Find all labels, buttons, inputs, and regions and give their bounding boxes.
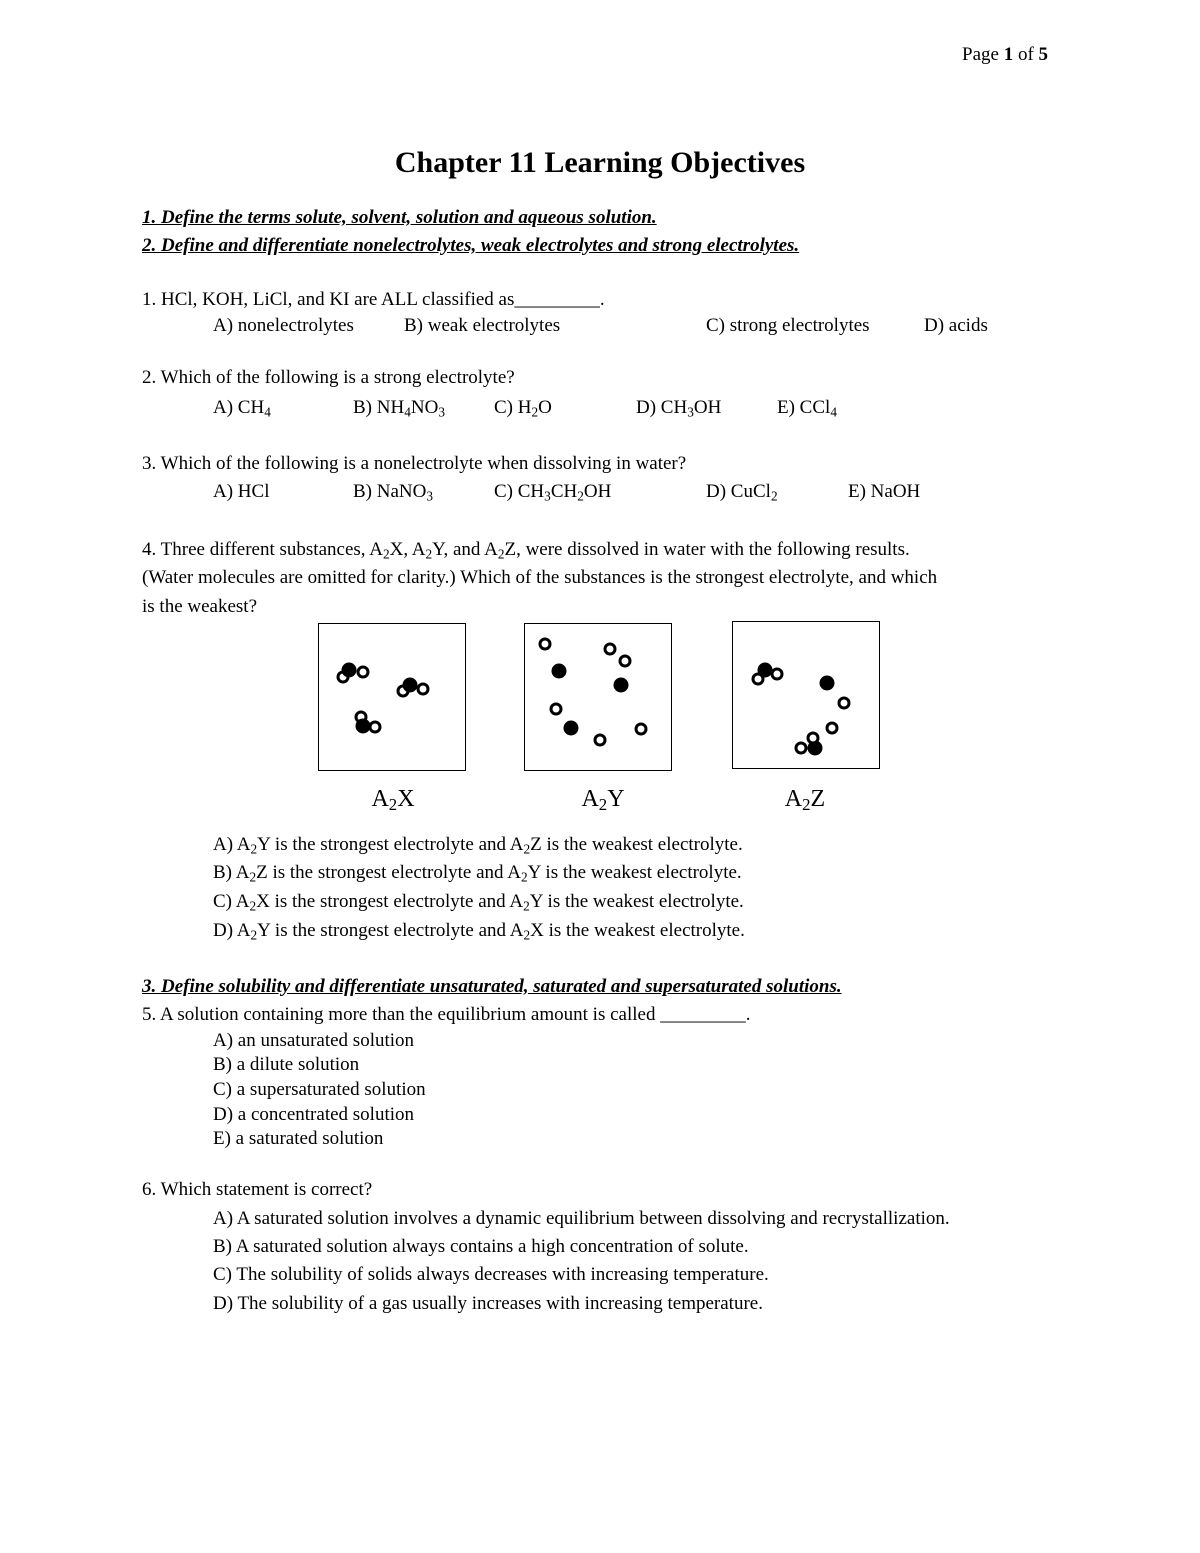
- q6-option-d: D) The solubility of a gas usually increases with increasing temperature.: [213, 1293, 763, 1314]
- q4-option-c: C) $A_2X$ is the strongest electrolyte and $A_2Y$ is the weakest electrolyte.: [213, 891, 744, 914]
- diagram-box-a2x: [318, 623, 466, 771]
- diagram-label-a2z: $A_2Z$: [784, 786, 826, 815]
- q6-option-c: C) The solubility of solids always decreases with increasing temperature.: [213, 1264, 769, 1285]
- page-title: Chapter 11 Learning Objectives: [394, 146, 806, 179]
- question-3-stem: 3. Which of the following is a nonelectrolyte when dissolving in water?: [142, 453, 687, 474]
- q5-option-e: E) a saturated solution: [213, 1128, 384, 1149]
- q2-option-e: E) CCl$_4$: [777, 397, 837, 420]
- particle-diagram-a2y: [525, 624, 677, 772]
- q4-option-a: A) $A_2Y$ is the strongest electrolyte and $A_2Z$ is the weakest electrolyte.: [213, 834, 743, 857]
- question-2-stem: 2. Which of the following is a strong electrolyte?: [142, 367, 515, 388]
- q5-option-a: A) an unsaturated solution: [213, 1030, 415, 1051]
- q1-option-a: A) nonelectrolytes: [213, 315, 354, 336]
- q1-option-d: D) acids: [924, 315, 988, 336]
- objective-3: 3. Define solubility and differentiate unsaturated, saturated and supersaturated solutions.: [142, 976, 842, 997]
- question-4-stem-line2: (Water molecules are omitted for clarity.) Which of the substances is the strongest electrolyte, and which: [142, 567, 938, 588]
- question-5-stem: 5. A solution containing more than the equilibrium amount is called _________.: [142, 1004, 751, 1025]
- q6-option-b: B) A saturated solution always contains a high concentration of solute.: [213, 1236, 749, 1257]
- particle-diagram-a2x: [319, 624, 467, 772]
- q3-option-e: E) NaOH: [848, 481, 921, 502]
- q2-option-c: C) $H_2O$: [494, 397, 552, 420]
- q2-option-b: B) $NH_4NO_3$: [353, 397, 445, 420]
- q5-option-b: B) a dilute solution: [213, 1054, 360, 1075]
- page-total: 5: [1038, 44, 1049, 65]
- question-1-stem: 1. HCl, KOH, LiCl, and KI are ALL classified as_________.: [142, 289, 605, 310]
- q5-option-d: D) a concentrated solution: [213, 1104, 415, 1125]
- q3-option-c: C) $CH_3CH_2OH$: [494, 481, 612, 504]
- q3-option-b: B) NaNO$_3$: [353, 481, 434, 504]
- diagram-label-a2x: $A_2X$: [371, 786, 415, 815]
- q5-option-c: C) a supersaturated solution: [213, 1079, 426, 1100]
- q2-option-d: D) $CH_3OH$: [636, 397, 722, 420]
- q1-option-b: B) weak electrolytes: [404, 315, 561, 336]
- question-4-stem-line3: is the weakest?: [142, 596, 258, 617]
- q6-option-a: A) A saturated solution involves a dynamic equilibrium between dissolving and recrystallization.: [213, 1208, 950, 1229]
- q1-option-c: C) strong electrolytes: [706, 315, 870, 336]
- page-word: Page: [962, 44, 999, 65]
- diagram-box-a2z: [732, 621, 880, 769]
- q3-option-d: D) CuCl$_2$: [706, 481, 778, 504]
- diagram-box-a2y: [524, 623, 672, 771]
- particle-diagram-a2z: [733, 622, 883, 772]
- question-4-stem-line1: 4. Three different substances, $A_2X$, $A_2Y$, and $A_2Z$, were dissolved in water with the following results.: [142, 539, 910, 562]
- diagram-label-a2y: $A_2Y$: [581, 786, 625, 815]
- objective-1: 1. Define the terms solute, solvent, solution and aqueous solution.: [142, 207, 657, 228]
- question-6-stem: 6. Which statement is correct?: [142, 1179, 373, 1200]
- q4-option-b: B) $A_2Z$ is the strongest electrolyte and $A_2Y$ is the weakest electrolyte.: [213, 862, 742, 885]
- page-current: 1: [1003, 44, 1014, 65]
- q3-option-a: A) HCl: [213, 481, 270, 502]
- q2-option-a: A) $CH_4$: [213, 397, 271, 420]
- page-number: [962, 44, 1048, 66]
- q4-option-d: D) $A_2Y$ is the strongest electrolyte and $A_2X$ is the weakest electrolyte.: [213, 920, 745, 943]
- objective-2: 2. Define and differentiate nonelectrolytes, weak electrolytes and strong electrolytes.: [142, 235, 800, 256]
- of-word: of: [1017, 44, 1034, 65]
